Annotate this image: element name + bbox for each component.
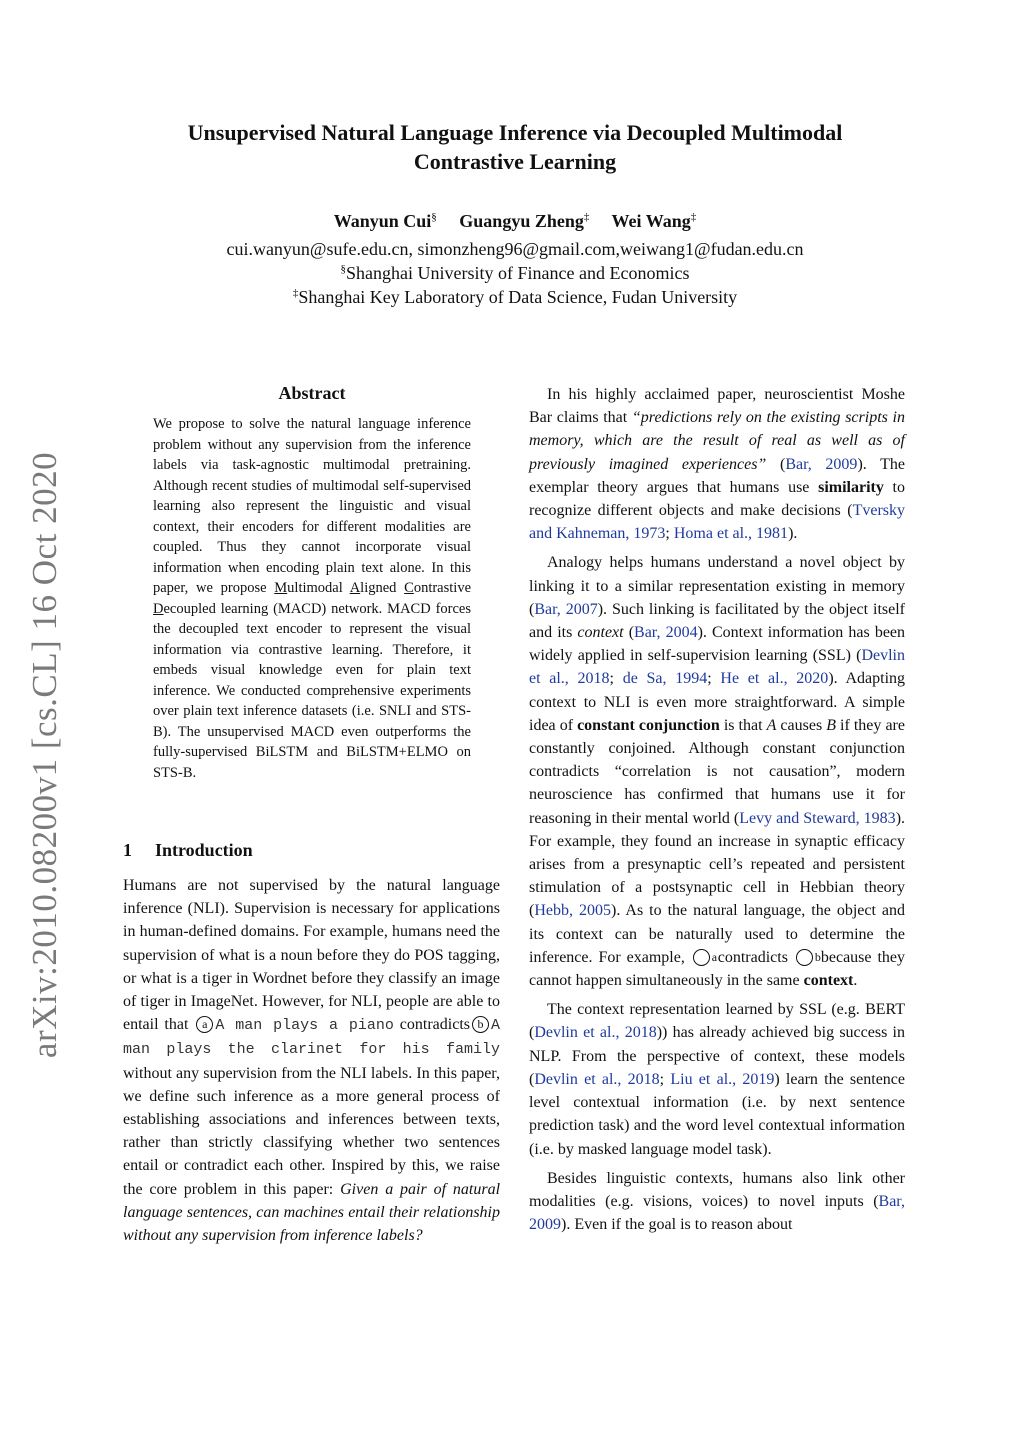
citation-link[interactable]: Bar, 2007 [534, 600, 598, 618]
paragraph: Besides linguistic contexts, humans also link other modalities (e.g. visions, voices) to novel inputs (Bar, 2009). Even if the goal is to reason about [529, 1169, 905, 1234]
citation-link[interactable]: Hebb, 2005 [534, 902, 611, 920]
paper-title: Unsupervised Natural Language Inference via Decoupled Multimodal Contrastive Learning [187, 120, 843, 174]
arxiv-id: arXiv:2010.08200v1 [cs.CL] 16 Oct 2020 [25, 451, 65, 1059]
author-list: Wanyun Cui§ Guangyu Zheng‡ Wei Wang‡ [333, 211, 697, 231]
circled-letter-b: b [472, 1016, 489, 1033]
section-heading-introduction: 1 Introduction [123, 840, 253, 860]
citation-link[interactable]: Tversky and Kahneman, 1973 [529, 502, 905, 543]
example-sentence-b: A man plays the clarinet for his family [123, 1017, 501, 1059]
author-emails: cui.wanyun@sufe.edu.cn, simonzheng96@gmail.com,weiwang1@fudan.edu.cn [226, 239, 804, 259]
paragraph: The context representation learned by SSL (e.g. BERT (Devlin et al., 2018)) has already achieved big success in NLP. From the perspective of context, these models (Devlin et al., 2018; Liu et al., 2019) learn the sentence level contextual information (i.e. by next sentence prediction task) and the word level contextual information (i.e. by masked language model task). [529, 1001, 906, 1158]
citation-link[interactable]: Devlin et al., 2018 [534, 1070, 660, 1088]
abstract-heading: Abstract [278, 383, 346, 403]
citation-link[interactable]: Bar, 2009 [529, 1192, 905, 1234]
citation-link[interactable]: Liu et al., 2019 [670, 1070, 775, 1088]
citation-link[interactable]: de Sa, 1994 [622, 670, 708, 688]
introduction-text: Humans are not supervised by the natural language inference (NLI). Supervision is necessary for applications in human-defined domains. For example, humans need the supervision of what is a noun before they do POS tagging, or what is a tiger in Wordnet before they classify an image of tiger in ImageNet. However, for NLI, people are able to entail that a A man plays a piano contradicts b A man plays the clarinet for his family without any supervision from the NLI labels. In this paper, we define such inference as a more general process of establishing associations and inferences between texts, rather than strictly classifying whether two sentences entail or contradict each other. Inspired by this, we raise the core problem in this paper: Given a pair of natural language sentences, can machines entail their relationship without any supervision from inference labels? [123, 877, 501, 1245]
circled-letter-a: a [196, 1016, 213, 1033]
citation-link[interactable]: Devlin et al., 2018 [534, 1024, 657, 1042]
author-name: Guangyu Zheng [459, 211, 584, 231]
example-sentence-a: A man plays a piano [215, 1017, 394, 1035]
arxiv-sidebar-stamp [20, 451, 70, 1059]
right-column-text [529, 383, 905, 1242]
citation-link[interactable]: Levy and Steward, 1983 [739, 809, 896, 827]
affiliation: §Shanghai University of Finance and Economics [340, 263, 690, 283]
citation-link[interactable]: Bar, 2009 [785, 455, 858, 473]
author-name: Wei Wang [611, 211, 691, 231]
author-name: Wanyun Cui [333, 211, 432, 231]
paragraph: Analogy helps humans understand a novel object by linking it to a similar representation existing in memory (Bar, 2007). Such linking is facilitated by the object itself and its context (Bar, 2004). Context information has been widely applied in self-supervision learning (SSL) (Devlin et al., 2018; de Sa, 1994; He et al., 2020). Adapting context to NLI is even more straightforward. A simple idea of constant conjunction is that A causes B if they are constantly conjoined. Although constant conjunction contradicts “correlation is not causation”, modern neuroscience has confirmed that humans use it for reasoning in their mental world (Levy and Steward, 1983). For example, they found an increase in synaptic efficacy arises from a presynaptic cell’s repeated and persistent stimulation of a postsynaptic cell in Hebbian theory (Hebb, 2005). As to the natural language, the object and its context can be naturally used to determine the inference. For example, a contradicts b because they cannot happen simultaneously in the same context. [529, 554, 906, 990]
affiliation: ‡Shanghai Key Laboratory of Data Science, Fudan University [292, 287, 738, 307]
research-question: Given a pair of natural language sentences, can machines entail their relationship without any supervision from inference labels? [123, 1180, 501, 1245]
citation-link[interactable]: Homa et al., 1981 [673, 525, 789, 543]
circled-letter-a: a [693, 949, 710, 966]
paragraph: In his highly acclaimed paper, neuroscientist Moshe Bar claims that “predictions rely on the existing scripts in memory, which are the result of real as well as of previously imagined experiences” (Bar, 2009). The exemplar theory argues that humans use similarity to recognize different objects and make decisions (Tversky and Kahneman, 1973; Homa et al., 1981). [529, 386, 906, 543]
citation-link[interactable]: He et al., 2020 [720, 670, 829, 688]
citation-link[interactable]: Bar, 2004 [634, 624, 698, 642]
citation-link[interactable]: Devlin et al., 2018 [529, 647, 905, 688]
abstract-body: We propose to solve the natural language inference problem without any supervision from the inference labels via task-agnostic multimodal pretraining. Although recent studies of multimodal self-supervised learning also represent the linguistic and visual context, their encoders for different modalities are coupled. Thus they cannot incorporate visual information when encoding plain text alone. In this paper, we propose Multimodal Aligned Contrastive Decoupled learning (MACD) network. MACD forces the decoupled text encoder to represent the visual information via contrastive learning. Therefore, it embeds visual knowledge even for plain text inference. We conducted comprehensive experiments over plain text inference datasets (i.e. SNLI and STS-B). The unsupervised MACD even outperforms the fully-supervised BiLSTM and BiLSTM+ELMO on STS-B. [153, 416, 472, 781]
circled-letter-b: b [796, 949, 813, 966]
